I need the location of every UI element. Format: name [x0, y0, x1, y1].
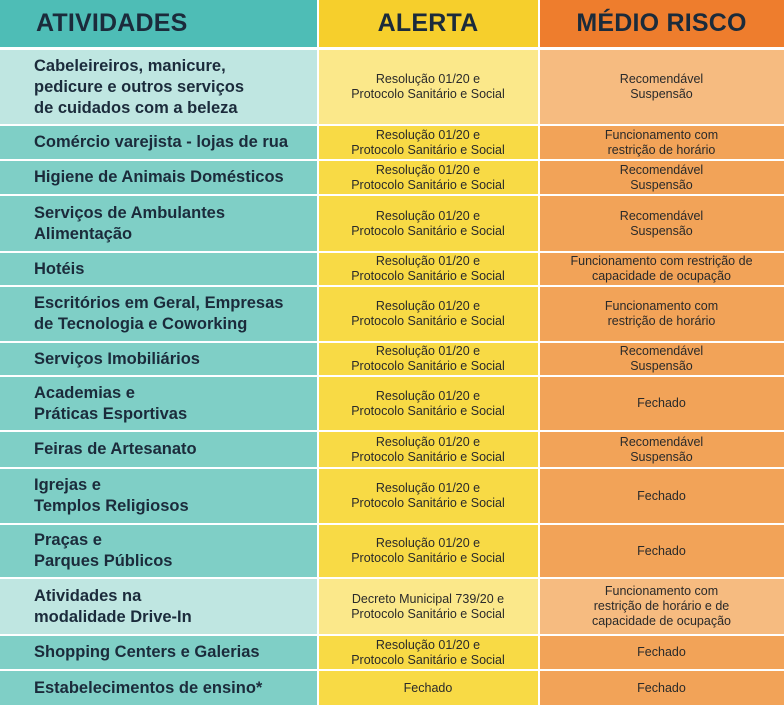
cell-medio-risco: Funcionamento com restrição de horário e de capacidade de ocupação	[539, 579, 784, 634]
cell-medio-risco: Fechado	[539, 377, 784, 430]
cell-medio-risco: Fechado	[539, 671, 784, 705]
cell-atividade: Praças e Parques Públicos	[0, 525, 317, 577]
table-row	[0, 469, 784, 523]
table-row	[0, 50, 784, 124]
table-row	[0, 525, 784, 577]
table-row	[0, 196, 784, 251]
cell-medio-risco: Recomendável Suspensão	[539, 161, 784, 194]
cell-atividade: Serviços de Ambulantes Alimentação	[0, 196, 317, 251]
cell-atividade: Serviços Imobiliários	[0, 343, 317, 375]
table-row	[0, 126, 784, 159]
cell-atividade: Higiene de Animais Domésticos	[0, 161, 317, 194]
column-divider	[317, 0, 319, 705]
cell-alerta: Resolução 01/20 e Protocolo Sanitário e Social	[317, 196, 539, 251]
cell-alerta: Fechado	[317, 671, 539, 705]
cell-medio-risco: Funcionamento com restrição de horário	[539, 126, 784, 159]
cell-medio-risco: Recomendável Suspensão	[539, 196, 784, 251]
cell-alerta: Resolução 01/20 e Protocolo Sanitário e Social	[317, 126, 539, 159]
cell-alerta: Decreto Municipal 739/20 e Protocolo Sanitário e Social	[317, 579, 539, 634]
table-header	[0, 0, 784, 47]
cell-alerta: Resolução 01/20 e Protocolo Sanitário e Social	[317, 432, 539, 467]
cell-alerta: Resolução 01/20 e Protocolo Sanitário e Social	[317, 50, 539, 124]
cell-alerta: Resolução 01/20 e Protocolo Sanitário e Social	[317, 161, 539, 194]
table-row	[0, 636, 784, 669]
table-row	[0, 161, 784, 194]
cell-alerta: Resolução 01/20 e Protocolo Sanitário e Social	[317, 636, 539, 669]
cell-medio-risco: Recomendável Suspensão	[539, 50, 784, 124]
cell-atividade: Escritórios em Geral, Empresas de Tecnologia e Coworking	[0, 287, 317, 341]
table-row	[0, 287, 784, 341]
cell-alerta: Resolução 01/20 e Protocolo Sanitário e Social	[317, 525, 539, 577]
cell-atividade: Academias e Práticas Esportivas	[0, 377, 317, 430]
table-row	[0, 377, 784, 430]
cell-atividade: Igrejas e Templos Religiosos	[0, 469, 317, 523]
table-row	[0, 671, 784, 705]
cell-alerta: Resolução 01/20 e Protocolo Sanitário e Social	[317, 469, 539, 523]
header-alerta: ALERTA	[317, 0, 539, 47]
cell-atividade: Feiras de Artesanato	[0, 432, 317, 467]
cell-medio-risco: Funcionamento com restrição de horário	[539, 287, 784, 341]
cell-atividade: Estabelecimentos de ensino*	[0, 671, 317, 705]
cell-atividade: Cabeleireiros, manicure, pedicure e outros serviços de cuidados com a beleza	[0, 50, 317, 124]
cell-atividade: Hotéis	[0, 253, 317, 285]
cell-medio-risco: Recomendável Suspensão	[539, 343, 784, 375]
cell-atividade: Shopping Centers e Galerias	[0, 636, 317, 669]
cell-medio-risco: Fechado	[539, 525, 784, 577]
header-medio-risco: MÉDIO RISCO	[539, 0, 784, 47]
table-row	[0, 343, 784, 375]
cell-medio-risco: Fechado	[539, 636, 784, 669]
cell-medio-risco: Fechado	[539, 469, 784, 523]
cell-alerta: Resolução 01/20 e Protocolo Sanitário e Social	[317, 287, 539, 341]
column-divider	[538, 0, 540, 705]
header-atividades: ATIVIDADES	[0, 0, 317, 47]
cell-medio-risco: Funcionamento com restrição de capacidade de ocupação	[539, 253, 784, 285]
cell-alerta: Resolução 01/20 e Protocolo Sanitário e Social	[317, 343, 539, 375]
cell-medio-risco: Recomendável Suspensão	[539, 432, 784, 467]
table-row	[0, 253, 784, 285]
cell-alerta: Resolução 01/20 e Protocolo Sanitário e Social	[317, 377, 539, 430]
cell-atividade: Comércio varejista - lojas de rua	[0, 126, 317, 159]
table-row	[0, 579, 784, 634]
cell-atividade: Atividades na modalidade Drive-In	[0, 579, 317, 634]
table-row	[0, 432, 784, 467]
cell-alerta: Resolução 01/20 e Protocolo Sanitário e Social	[317, 253, 539, 285]
